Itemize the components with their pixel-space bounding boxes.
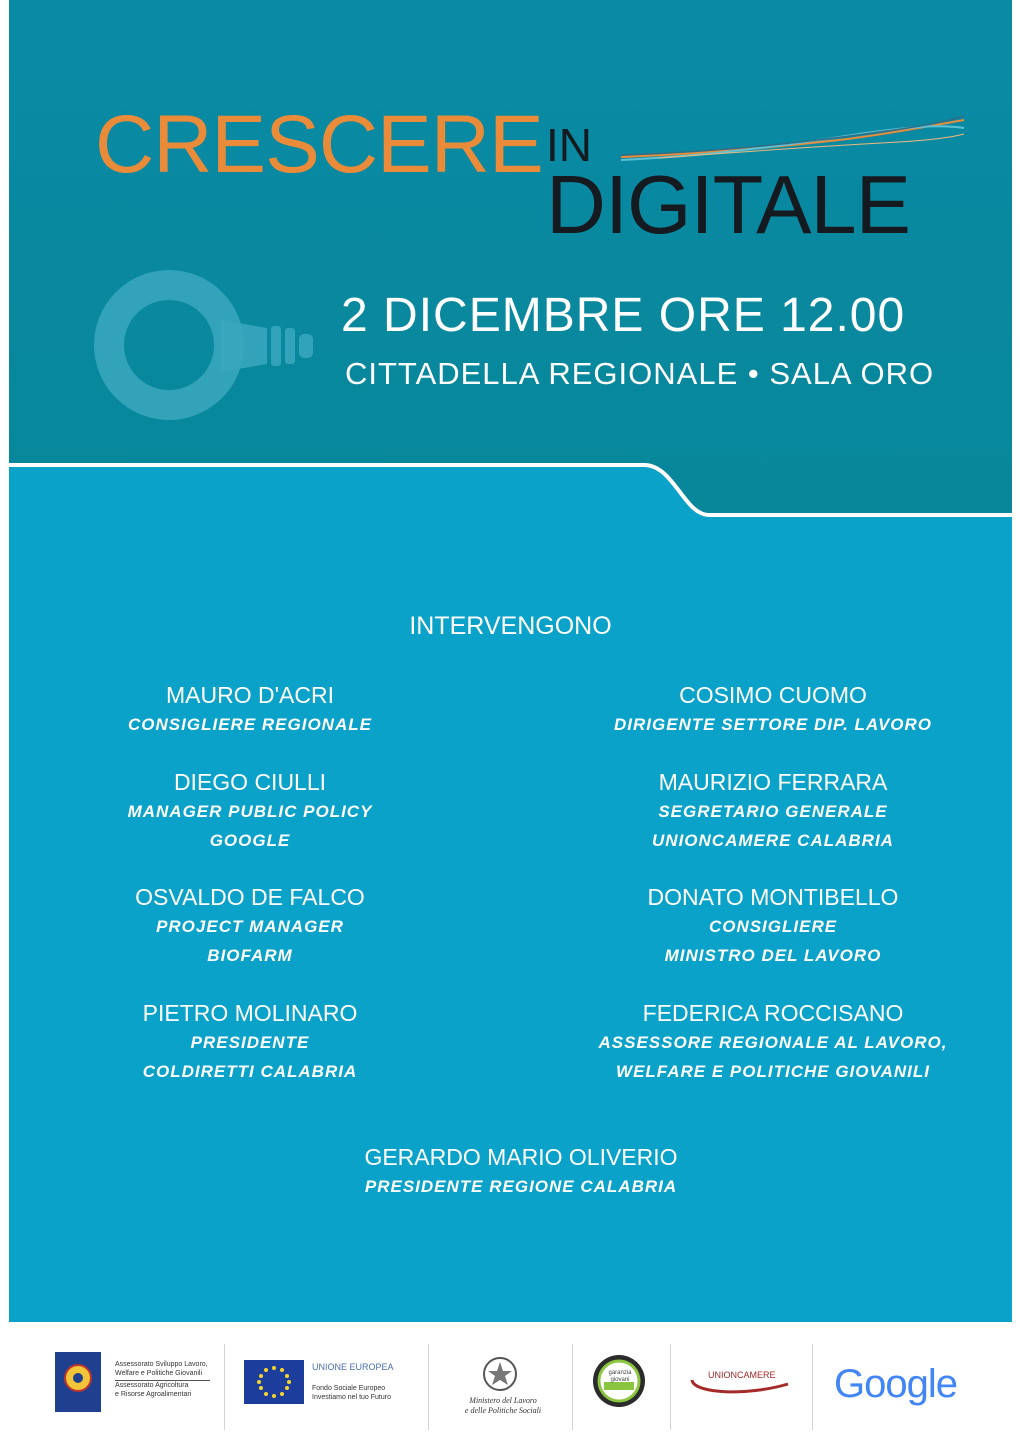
- speaker-organization: BIOFARM: [207, 946, 293, 965]
- italian-emblem-icon: [480, 1354, 520, 1394]
- event-date-time: 2 DICEMBRE ORE 12.00: [341, 289, 906, 342]
- logo-garanzia-giovani: [590, 1352, 650, 1422]
- speaker-organization: MINISTRO DEL LAVORO: [664, 946, 882, 965]
- speaker-card: [261, 1143, 781, 1201]
- speaker-card: [40, 681, 460, 739]
- unioncamere-swoosh-icon: [688, 1372, 792, 1402]
- speaker-card: [563, 768, 983, 855]
- speaker-organization: WELFARE E POLITICHE GIOVANILI: [616, 1062, 930, 1081]
- speaker-organization: GOOGLE: [209, 831, 291, 850]
- speaker-organization: UNIONCAMERE CALABRIA: [652, 831, 894, 850]
- speaker-name: MAURO D'ACRI: [166, 682, 334, 708]
- speaker-card: [40, 883, 460, 970]
- title-in: IN: [546, 119, 592, 171]
- regione-crest-icon: [55, 1352, 101, 1412]
- title-crescere: CRESCERE: [95, 99, 543, 190]
- logo-separator: [812, 1344, 813, 1430]
- speaker-role: CONSIGLIERE REGIONALE: [128, 715, 372, 734]
- logo-text-line: Welfare e Politiche Giovanili: [115, 1370, 203, 1377]
- speaker-name: FEDERICA ROCCISANO: [642, 1000, 904, 1026]
- logo-separator: [572, 1344, 573, 1430]
- logo-ministero-lavoro: [448, 1352, 558, 1422]
- unioncamere-text: UNIONCAMERE: [708, 1370, 776, 1380]
- decorative-lines: [619, 112, 969, 167]
- speaker-role: CONSIGLIERE: [708, 917, 838, 936]
- eu-subtitle: [312, 1384, 412, 1402]
- logo-unione-europea: [244, 1352, 414, 1422]
- speaker-card: [40, 768, 460, 855]
- speaker-name: GERARDO MARIO OLIVERIO: [364, 1144, 678, 1170]
- logo-text-line: e delle Politiche Sociali: [464, 1406, 542, 1415]
- logo-text-line: Investiamo nel tuo Futuro: [312, 1394, 391, 1401]
- logo-text-line: e Risorse Agroalimentari: [115, 1391, 192, 1398]
- speakers-heading: INTERVENGONO: [409, 612, 612, 640]
- speaker-role: SEGRETARIO GENERALE: [658, 802, 888, 821]
- logo-unioncamere: [688, 1352, 798, 1422]
- sponsor-logos-bar: [0, 1322, 1020, 1441]
- logo-text-line: Ministero del Lavoro: [469, 1396, 537, 1405]
- speaker-role: MANAGER PUBLIC POLICY: [127, 802, 373, 821]
- logo-google: [834, 1352, 974, 1422]
- speaker-role: PROJECT MANAGER: [156, 917, 344, 936]
- ministero-text: [448, 1396, 558, 1416]
- logo-regione-calabria: [55, 1352, 215, 1422]
- speaker-name: COSIMO CUOMO: [679, 682, 867, 708]
- logo-separator: [224, 1344, 225, 1430]
- logo-text-line: Fondo Sociale Europeo: [312, 1385, 386, 1392]
- poster: [9, 0, 1012, 1322]
- logo-separator: [428, 1344, 429, 1430]
- google-wordmark: Google: [834, 1362, 957, 1406]
- logo-text-line: Assessorato Agricoltura: [115, 1380, 210, 1390]
- speaker-name: OSVALDO DE FALCO: [135, 884, 365, 910]
- logo-text-line: Assessorato Sviluppo Lavoro,: [115, 1361, 208, 1368]
- speaker-card: [563, 883, 983, 970]
- speaker-role: PRESIDENTE REGIONE CALABRIA: [364, 1177, 678, 1196]
- speaker-card: [563, 681, 983, 739]
- eu-title: UNIONE EUROPEA: [312, 1362, 394, 1372]
- title-digitale: DIGITALE: [546, 158, 911, 251]
- lightbulb-icon: [91, 268, 331, 428]
- speaker-name: MAURIZIO FERRARA: [658, 769, 888, 795]
- speaker-name: DONATO MONTIBELLO: [647, 884, 899, 910]
- event-title: [9, 0, 1012, 260]
- speaker-card: [563, 999, 983, 1086]
- regione-assessorato: [115, 1360, 210, 1399]
- speaker-name: PIETRO MOLINARO: [142, 1000, 358, 1026]
- event-venue: CITTADELLA REGIONALE • SALA ORO: [345, 356, 935, 391]
- speaker-role: PRESIDENTE: [190, 1033, 310, 1052]
- speaker-role: ASSESSORE REGIONALE AL LAVORO,: [598, 1033, 948, 1052]
- speaker-organization: COLDIRETTI CALABRIA: [142, 1062, 358, 1081]
- speaker-role: DIRIGENTE SETTORE DIP. LAVORO: [613, 715, 933, 734]
- eu-flag-icon: [244, 1360, 304, 1404]
- garanzia-text: garanzia giovani: [608, 1370, 632, 1383]
- logo-separator: [670, 1344, 671, 1430]
- speaker-card: [40, 999, 460, 1086]
- speaker-name: DIEGO CIULLI: [173, 769, 327, 795]
